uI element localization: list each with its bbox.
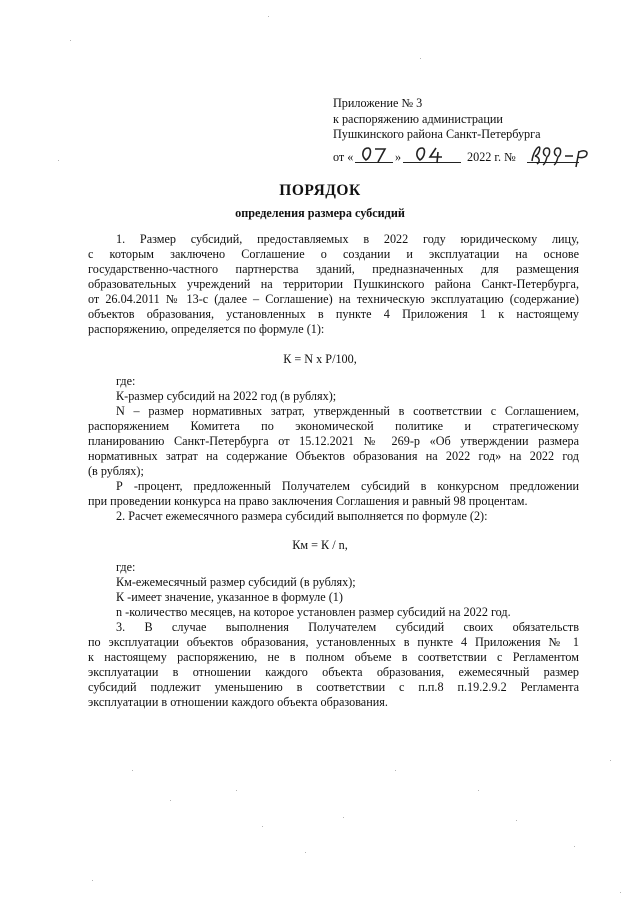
- scan-speck: [236, 790, 237, 791]
- definition-line: (в рублях);: [88, 464, 144, 478]
- document-title: ПОРЯДОК: [279, 182, 361, 199]
- handwritten-month: [413, 145, 449, 165]
- scan-speck: [58, 160, 59, 161]
- paragraph-3-line: эксплуатации в отношении каждого объекта образования, ежемесячный размер: [88, 665, 579, 679]
- definition-line: распоряжением Комитета по экономической политике и стратегическому: [88, 419, 579, 433]
- scan-speck: [132, 770, 133, 771]
- annex-line-3: Пушкинского района Санкт-Петербурга: [333, 127, 541, 141]
- paragraph-3-line: субсидий подлежит уменьшению в соответствии с п.п.8 п.19.2.9.2 Регламента: [88, 680, 579, 694]
- scan-speck: [574, 846, 575, 847]
- paragraph-1-line: от 26.04.2011 № 13-с (далее – Соглашение) на техническую эксплуатацию (содержание): [88, 292, 579, 306]
- definition-line: Км-ежемесячный размер субсидий (в рублях);: [116, 575, 356, 589]
- paragraph-1-line: с которым заключено Соглашение о создании и эксплуатации на основе: [88, 247, 579, 261]
- formula-1: К = N x P/100,: [283, 352, 357, 366]
- scan-speck: [343, 817, 344, 818]
- scan-speck: [92, 880, 93, 881]
- definition-line: К -имеет значение, указанное в формуле (1): [116, 590, 343, 604]
- paragraph-3-line: эксплуатации в отношении каждого объекта образования.: [88, 695, 388, 709]
- definition-line: К-размер субсидий на 2022 год (в рублях);: [116, 389, 337, 403]
- definition-line: нормативных затрат на содержание Объектов образования на 2022 год» на 2022 год: [88, 449, 579, 463]
- annex-line-2: к распоряжению администрации: [333, 111, 503, 126]
- scan-speck: [268, 16, 269, 17]
- scan-speck: [420, 58, 421, 59]
- scan-speck: [610, 760, 611, 761]
- definition-line: n -количество месяцев, на которое установлен размер субсидий на 2022 год.: [116, 605, 511, 619]
- definition-line: N – размер нормативных затрат, утвержденный в соответствии с Соглашением,: [116, 404, 579, 418]
- definition-line: Р -процент, предложенный Получателем субсидий в конкурсном предложении: [116, 479, 579, 493]
- definition-line: при проведении конкурса на право заключения Соглашения и равный 98 процентам.: [88, 494, 528, 508]
- paragraph-3-line: по эксплуатации объектов образования, установленных в пункте 4 Приложения № 1: [88, 635, 579, 649]
- scan-speck: [170, 800, 171, 801]
- scan-speck: [478, 790, 479, 791]
- paragraph-3-line: к настоящему распоряжению, не в полном объеме в соответствии с Регламентом: [88, 650, 579, 664]
- annex-header: [333, 96, 613, 143]
- handwritten-number: [529, 143, 601, 169]
- scan-speck: [70, 40, 71, 41]
- date-mid: »: [395, 149, 402, 164]
- paragraph-1-line: объектов образования, установленных в пункте 4 Приложения 1 к настоящему: [88, 307, 579, 321]
- formula-2: Км = К / n,: [292, 538, 348, 552]
- document-subtitle: определения размера субсидий: [235, 206, 405, 220]
- definition-line: планированию Санкт-Петербурга от 15.12.2021 № 269-р «Об утверждении размера: [88, 434, 579, 448]
- where-label: где:: [116, 374, 136, 388]
- handwritten-day: [359, 145, 391, 165]
- annex-line-1: Приложение № 3: [333, 96, 423, 110]
- paragraph-1-line: образовательных учреждений на территории Пушкинского района Санкт-Петербурга,: [88, 277, 579, 291]
- paragraph-2: 2. Расчет ежемесячного размера субсидий выполняется по формуле (2):: [116, 509, 488, 523]
- paragraph-1-line: распоряжению, определяется по формуле (1):: [88, 322, 325, 336]
- scan-speck: [620, 892, 621, 893]
- paragraph-1-line: государственно-частного партнерства зданий, предназначенных для размещения: [88, 262, 579, 276]
- scan-speck: [305, 852, 306, 853]
- date-year: 2022 г. №: [467, 149, 516, 164]
- date-prefix: от «: [333, 149, 354, 164]
- annex-date-line: [333, 145, 613, 167]
- scan-speck: [262, 826, 263, 827]
- paragraph-3-line: 3. В случае выполнения Получателем субсидий своих обязательств: [116, 620, 579, 634]
- scan-speck: [395, 770, 396, 771]
- where-label: где:: [116, 560, 136, 574]
- paragraph-1-line: 1. Размер субсидий, предоставляемых в 2022 году юридическому лицу,: [116, 232, 579, 246]
- scan-speck: [516, 820, 517, 821]
